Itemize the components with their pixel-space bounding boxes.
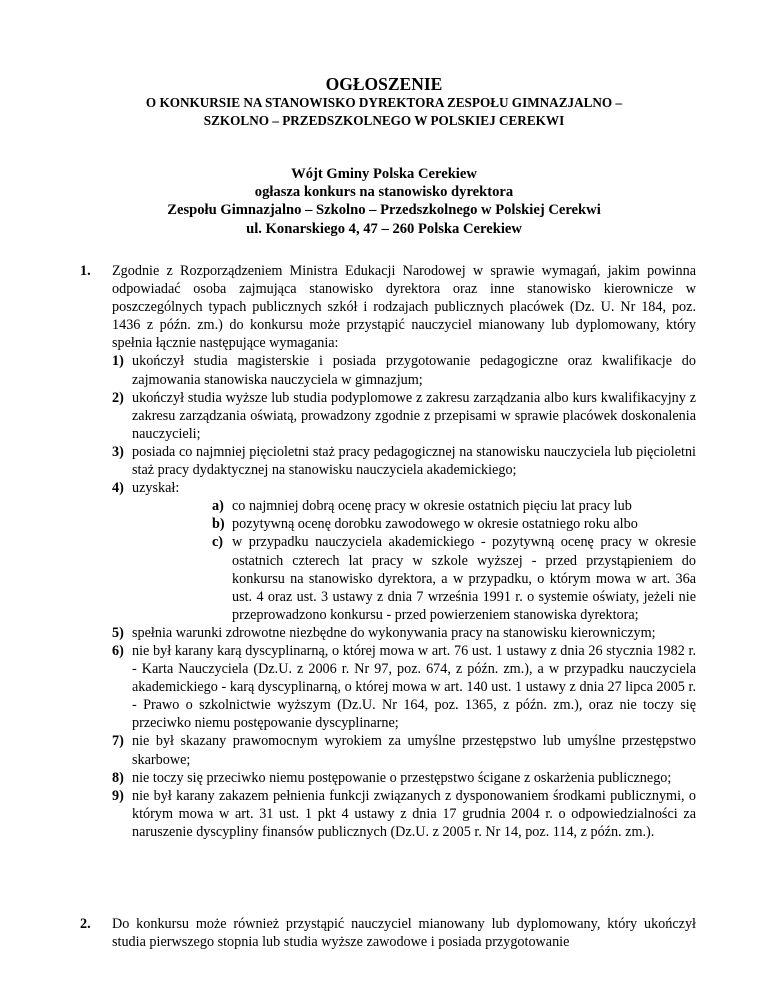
section-text: Do konkursu może również przystąpić nauczyciel mianowany lub dyplomowany, który ukończył studia pierwszego stopnia lub studia wyższe zawodowe i posiada przygotowanie [112, 916, 696, 951]
list-item: 7) nie był skazany prawomocnym wyrokiem za umyślne przestępstwo lub umyślne przestępstwo skarbowe; [112, 733, 696, 768]
list-item: 5) spełnia warunki zdrowotne niezbędne do wykonywania pracy na stanowisku kierowniczym; [112, 624, 656, 641]
section-1 [80, 262, 696, 841]
sub-list-item: a) co najmniej dobrą ocenę pracy w okresie ostatnich pięciu lat pracy lub [212, 498, 632, 515]
subtitle-line-2: SZKOLNO – PRZEDSZKOLNEGO W POLSKIEJ CEREKWI [203, 113, 565, 128]
section-number: 1. [80, 263, 91, 279]
list-item: 9) nie był karany zakazem pełnienia funkcji związanych z dysponowaniem środkami publicznymi, o którym mowa w art. 31 ust. 1 pkt 4 ustawy z dnia 17 grudnia 2004 r. o odpowiedzialności za naruszenie dyscypliny finansów publicznych (Dz.U. z 2005 r. Nr 14, poz. 114, z późn. zm.). [112, 787, 696, 840]
list-item: 3) posiada co najmniej pięcioletni staż pracy pedagogicznej na stanowisku nauczyciela lub pięcioletni staż pracy dydaktycznej na stanowisku nauczyciela akademickiego; [112, 443, 696, 479]
announcer-line-3: Zespołu Gimnazjalno – Szkolno – Przedszkolnego w Polskiej Cerekwi [167, 202, 601, 219]
announcer-line-4: ul. Konarskiego 4, 47 – 260 Polska Cerekiew [246, 220, 522, 237]
list-item: 8) nie toczy się przeciwko niemu postępowanie o przestępstwo ścigane z oskarżenia publicznego; [112, 769, 672, 786]
document-subtitle [90, 94, 678, 130]
sub-list [212, 497, 696, 624]
section-2 [80, 915, 696, 951]
document-title: OGŁOSZENIE [325, 74, 443, 94]
section-number: 2. [80, 916, 91, 932]
sub-list-item: b) pozytywną ocenę dorobku zawodowego w okresie ostatniego roku albo [212, 516, 638, 533]
list-item: 2) ukończył studia wyższe lub studia podyplomowe z zakresu zarządzania albo kurs kwalifikacyjny z zakresu zarządzania oświatą, prowadzony zgodnie z przepisami w sprawie placówek doskonalenia nauczycieli; [112, 389, 696, 442]
subtitle-line-1: O KONKURSIE NA STANOWISKO DYREKTORA ZESPOŁU GIMNAZJALNO – [145, 95, 623, 110]
announcer-line-2: ogłasza konkurs na stanowisko dyrektora [254, 184, 514, 201]
list-item: 4) uzyskał: a) co najmniej dobrą ocenę pracy w okresie ostatnich pięciu lat pracy lub b) pozytywną ocenę dorobku zawodowego w okresie ostatniego roku albo c) w przypadku nauczyciela akademickiego - pozytywną ocenę pracy w okresie ostatnich czterech lat pracy w szkole wyższej - przed przystąpieniem do konkursu na stanowisko dyrektora, a w przypadku, o którym mowa w art. 36a ust. 4 oraz ust. 3 ustawy z dnia 7 września 1991 r. o systemie oświaty, jeżeli nie przeprowadzono konkursu - przed powierzeniem stanowiska dyrektora; [112, 480, 696, 623]
list-item: 1) ukończył studia magisterskie i posiada przygotowanie pedagogiczne oraz kwalifikacje do zajmowania stanowiska nauczyciela w gimnazjum; [112, 353, 696, 388]
requirements-list [112, 352, 696, 841]
sub-list-item: c) w przypadku nauczyciela akademickiego - pozytywną ocenę pracy w okresie ostatnich czterech lat pracy w szkole wyższej - przed przystąpieniem do konkursu na stanowisko dyrektora, a w przypadku, o którym mowa w art. 36a ust. 4 oraz ust. 3 ustawy z dnia 7 września 1991 r. o systemie oświaty, jeżeli nie przeprowadzono konkursu - przed powierzeniem stanowiska dyrektora; [212, 534, 696, 623]
list-item: 6) nie był karany karą dyscyplinarną, o której mowa w art. 76 ust. 1 ustawy z dnia 26 stycznia 1982 r. - Karta Nauczyciela (Dz.U. z 2006 r. Nr 97, poz. 674, z późn. zm.), a w przypadku nauczyciela akademickiego - karą dyscyplinarną, o której mowa w art. 140 ust. 1 ustawy z dnia 27 lipca 2005 r. - Prawo o szkolnictwie wyższym (Dz.U. Nr 164, poz. 1365, z późn. zm.), oraz nie toczy się przeciwko niemu postępowanie dyscyplinarne; [112, 642, 696, 732]
announcer-block [80, 165, 688, 238]
section-intro: Zgodnie z Rozporządzeniem Ministra Edukacji Narodowej w sprawie wymagań, jakim powinna odpowiadać osoba zajmująca stanowisko dyrektora oraz inne stanowisko kierownicze w poszczególnych typach publicznych szkół i rodzajach publicznych placówek (Dz. U. Nr 184, poz. 1436 z późn. zm.) do konkursu może przystąpić nauczyciel mianowany lub dyplomowany, który spełnia łącznie następujące wymagania: [112, 263, 696, 352]
announcer-line-1: Wójt Gminy Polska Cerekiew [291, 166, 477, 182]
